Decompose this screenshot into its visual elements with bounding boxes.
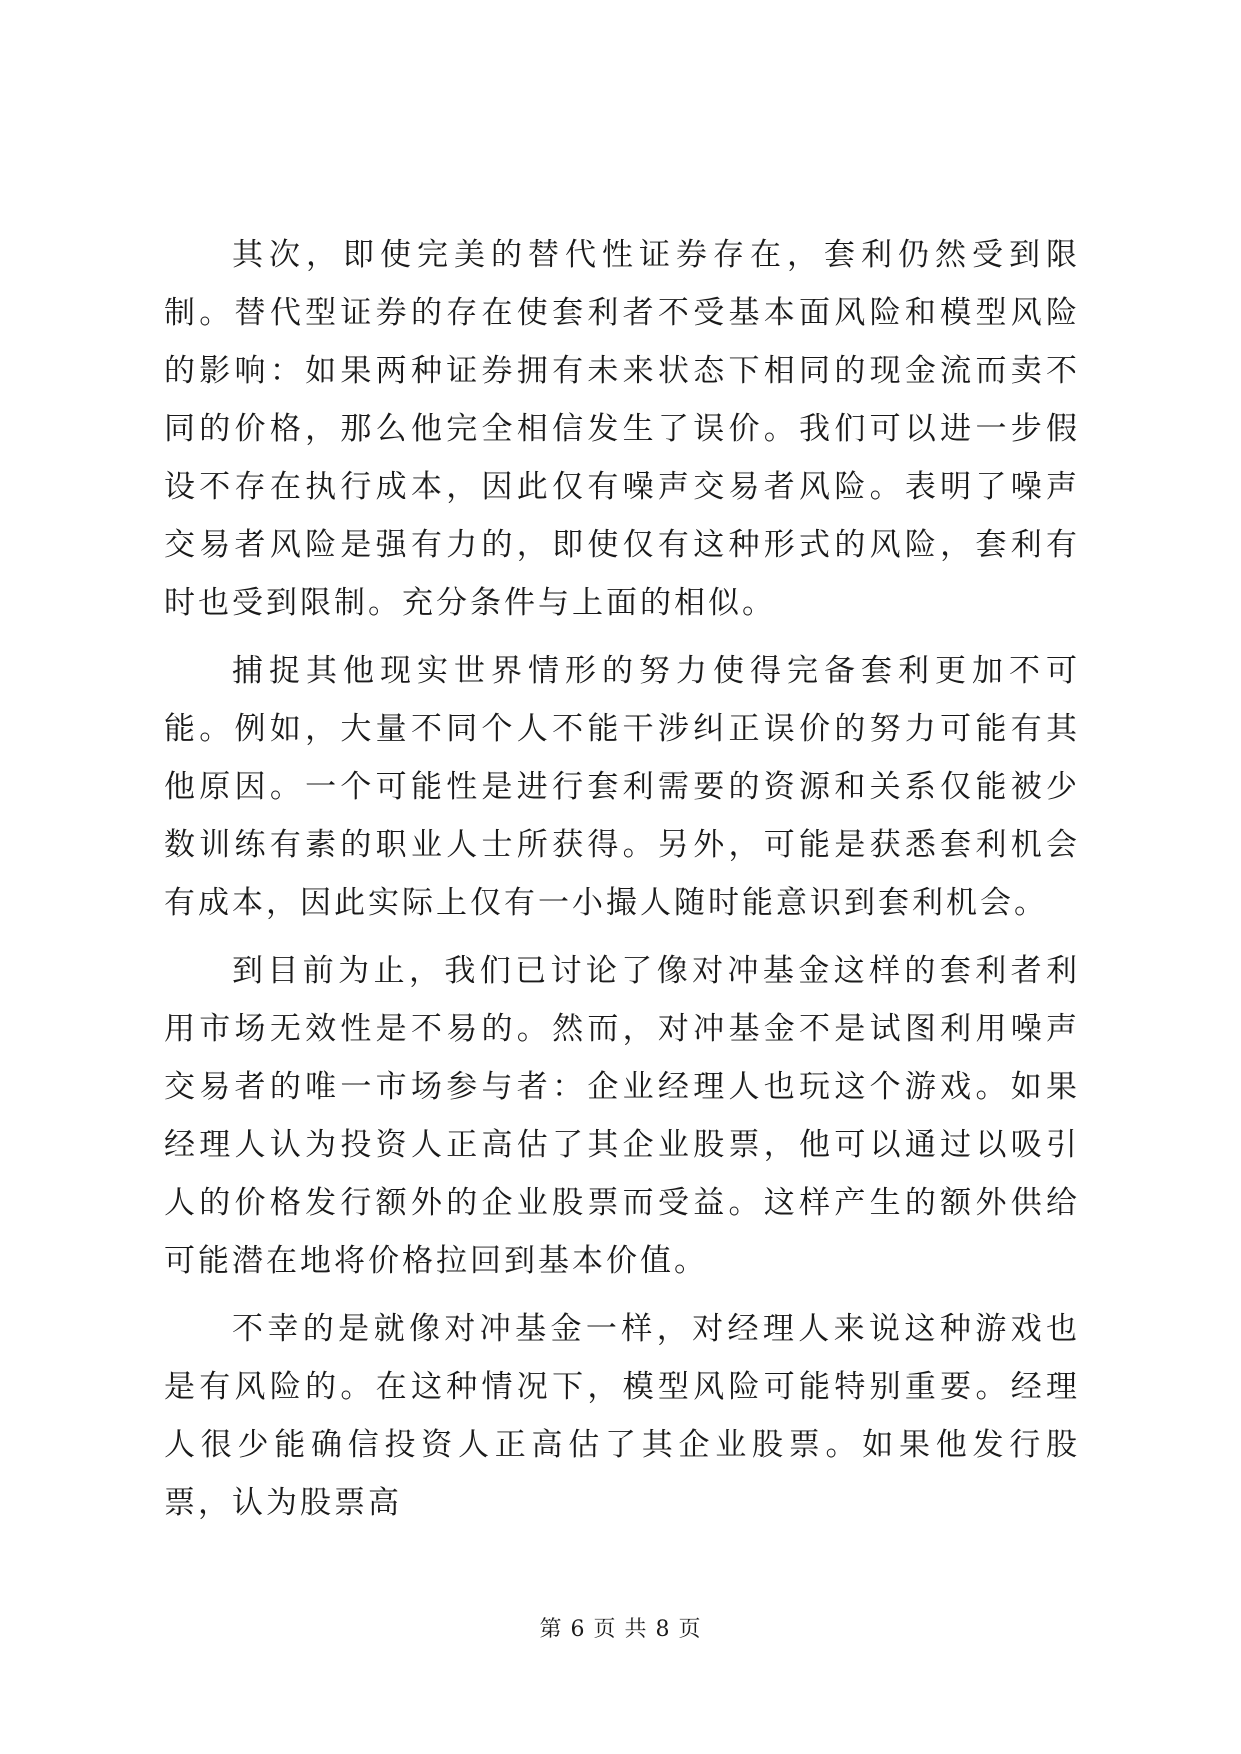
- document-body: [164, 226, 1080, 1542]
- paragraph-1: 其次，即使完美的替代性证券存在，套利仍然受到限制。替代型证券的存在使套利者不受基本面风险和模型风险的影响：如果两种证券拥有未来状态下相同的现金流而卖不同的价格，那么他完全相信发生了误价。我们可以进一步假设不存在执行成本，因此仅有噪声交易者风险。表明了噪声交易者风险是强有力的，即使仅有这种形式的风险，套利有时也受到限制。充分条件与上面的相似。: [164, 237, 1080, 621]
- paragraph-3: 到目前为止，我们已讨论了像对冲基金这样的套利者利用市场无效性是不易的。然而，对冲基金不是试图利用噪声交易者的唯一市场参与者：企业经理人也玩这个游戏。如果经理人认为投资人正高估了其企业股票，他可以通过以吸引人的价格发行额外的企业股票而受益。这样产生的额外供给可能潜在地将价格拉回到基本价值。: [164, 953, 1080, 1279]
- page-footer: [0, 1615, 1241, 1645]
- paragraph-2: 捕捉其他现实世界情形的努力使得完备套利更加不可能。例如，大量不同个人不能干涉纠正误价的努力可能有其他原因。一个可能性是进行套利需要的资源和关系仅能被少数训练有素的职业人士所获得。另外，可能是获悉套利机会有成本，因此实际上仅有一小撮人随时能意识到套利机会。: [164, 653, 1080, 921]
- paragraph-4: 不幸的是就像对冲基金一样，对经理人来说这种游戏也是有风险的。在这种情况下，模型风险可能特别重要。经理人很少能确信投资人正高估了其企业股票。如果他发行股票，认为股票高: [164, 1311, 1080, 1521]
- page-number: 第 6 页 共 8 页: [539, 1617, 702, 1642]
